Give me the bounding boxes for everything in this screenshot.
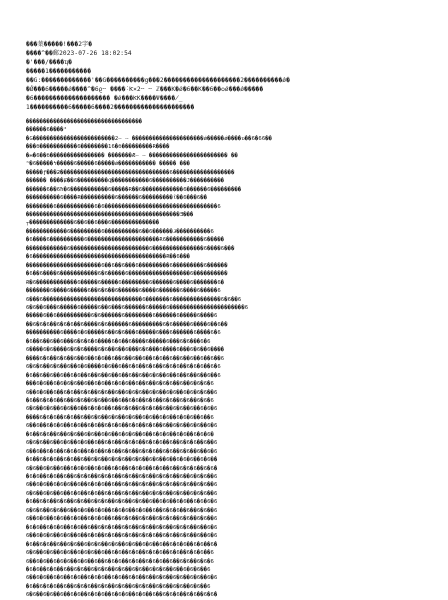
body-text-line: �����6��6����������6�6������6��������6������6�����6����6 [26, 313, 218, 320]
body-text-line: 6�6��6�6��6��6�6��6�6��6�6��6�6��6��6�6�6��6�6��6�6�6��6 [26, 490, 218, 497]
header-line: ����^��郵2023-07-26 18:02:54 [26, 50, 132, 57]
header-line: 1����������6�����6����2��������������������� [26, 104, 195, 111]
body-text-line: ������������6�����������������������6���������������6����6��� [26, 245, 235, 252]
body-text-line: 6���6�����������������������������6�������6��������������6�6��6 [26, 296, 242, 303]
body-text-line: �6��6�6��6�6��6�6��6�6�6��6�6��6�6��6��6�6��6�6��6�6�6�6 [26, 499, 218, 506]
body-text-line: ���б�����������6��������16�б���������Ɍ���� [26, 144, 170, 151]
body-text-line: 6�6��6�6��6�6��6�6�6��6��6�6��6�6��6�6�6��6�6��6�6�6��6 [26, 550, 214, 557]
body-text-line: �6��6�6�6��6�6��6��6�6��6�6�6��6�6��6�6��6��6�6�6��6�6�� [26, 457, 218, 464]
body-text-line: �6����6����������6���������������������Ɍ6�����������6����� [26, 237, 225, 244]
header-line: �Ǿ���6�����ǿ����^�6ϱ╌ ����˸Ƙ×2╌ ╌ ℤ���K�ǿ�6��K��6��꧐ǿ���ǿ����� [26, 86, 264, 93]
body-text-line: ����������6����6�6�����6��6�6���6�����6���6������6����6�6 [26, 330, 221, 337]
body-text-line: 6��6�6��6��6�6��6�6��6�6��6��6�6�6��6�6��6�6��6�6�6�6��6 [26, 389, 218, 396]
header-line: ��G:�������������'��G����������g���2��������������������2����������ǿ� [26, 77, 290, 84]
body-text-line: �6��6�6��6��6�6��6�6��6�6��6�6�6��6��6�6�6��6�6��6�6�6� [26, 431, 214, 438]
document-body [26, 118, 422, 600]
body-text-line: 6�6�6��6�6��6��6�6��6�6��6�6�6��6�6��6��6�6�6��6��6�6��6 [26, 507, 218, 514]
body-text-line: �6��6�6��6��6�6��6�6�6��6�6��6�6��6�6��6��6�6�6��6�6��6� [26, 541, 218, 548]
body-text-line: ����������6����Ɍ����������6������6���������ΐ��6���6�� [26, 195, 208, 202]
body-text-line: 6�6��6�6��6��6�6�6��6�6��6�6��6�6�6��6�6��6��6�6�6��6�6� [26, 465, 218, 472]
body-text-line: ���6�6��6�6�6�6��6��6�6��6�6�6��6��6��6�6�6��6��6�6�6�6 [26, 381, 214, 388]
body-text-line: �6�6��6�6��6��6�6�6��6�6�6��6�6��6�6��6�6�6��6��6�6�6��6 [26, 474, 218, 481]
body-text-line: ����6�6��6�6��6��6��6�6��6��6��6��6��6�6��6��6��6��6��6��6 [26, 355, 225, 362]
header-line: ���葉�����!���2字� [26, 41, 93, 48]
body-text-line: �ʜ�6��б���������������� �������Æ╌ ╌ ����������������������� �� [26, 152, 238, 159]
body-text-line: ┬�������������6��6��6���6�������������� [26, 220, 160, 227]
document-header [26, 40, 422, 112]
body-text-line: 6��6�6��6�6�6��6�6��6��6�6�6��6�6��6�6�6��6��6�6��6�6�6 [26, 558, 214, 565]
body-text-line: �6�6��6�6��6��6�6��6�6�6��6�6��6�6��6�6�6��6��6�6�6��6 [26, 567, 211, 574]
body-text-line: ������6��6ħ�6�����������6�����Ɍ��6������������6������6��������� [26, 186, 242, 193]
body-text-line: �6��6��6��6���6�6�6�6����6�6��6����6�����6���6�6���6�6 [26, 338, 211, 345]
body-text-line: ������������6���������6����������6��6������Ɉ����������6 [26, 228, 214, 235]
body-text-line: ����6�6�6��6�6��6��6�6��6�6��6�6��6�6��6�6��6�6�6��6��6 [26, 414, 214, 421]
body-text-line: 6����6�6����6�6�6����6�6��6��6���6�6���6����6���6�6��6���� [26, 347, 225, 354]
body-text-line: �6��6����6�����������6�6�����6������������������6���������� [26, 271, 228, 278]
body-text-line: 6�6�6��6��6�6��6�6��6��6�6��6�6�6��6�6�6��6��6�6�6��6��6 [26, 440, 218, 447]
body-text-line: �6��6��6��6��6�6��6��6��6��6��6��6��6�6��6��6��6��6��6��6 [26, 372, 221, 379]
body-text-line: ����������������������6��6��6���6���������6���������6������ [26, 262, 228, 269]
body-text-line: �G������������������������2╌ ╌ ���������������������ǿ�����ǿ����ʋ��6�66�� [26, 135, 273, 142]
body-text-line: 6�6��6���6�����6�����6��6���6������6�����6����������������������6 [26, 304, 249, 311]
body-text-line: ���������������������������������� [26, 119, 143, 125]
body-text-line: �6���������������������������������������Ɍ��6��� [26, 254, 191, 261]
body-text-line: �������6����6�����6��6�6��6������6����6������6����6�����6 [26, 288, 221, 295]
body-text-line: 6��6�6��6�6�6��6��6�6�6��6��6�6��6�6��6�6�6��6�6��6�6��6 [26, 482, 218, 489]
body-text-line: ʰ�6�����ϟ�����6�����6�����ǿ����������� ����� ��� [26, 161, 191, 168]
header-line: �����1����������� [26, 68, 92, 75]
header-line: �'���/����ҵ� [26, 59, 72, 66]
header-line: �6�������������������� �ǿ���ƘK����Ψ����̸̲ [26, 95, 183, 102]
body-text-line: ��������6�����������6�6���������������������������������6 [26, 203, 221, 210]
body-text-line: 6��6�6��6�6��6�6��6�6�6��6��6�6��6�6��6�6�6��6�6��6�6��6 [26, 516, 218, 523]
body-text-line: 6�6��6�6��6��6�6��6�6�6��6�6�6��6�6��6��6�6�6��6�6��6�6� [26, 592, 218, 599]
body-text-line: �6�6��6�6�6��6�6��6��6�6�6��6�6��6�6��6�6��6�6�6��6��6�6 [26, 524, 218, 531]
body-text-line: 6��6��6�6�6��6�6��6�6��6�6�6��6�6��6�6��6��6�6��6�6��6�6 [26, 423, 218, 430]
body-text-line: 6�6�6��6�6��6��6�6����6�6��6��6�6��6�6��6�6�6��6�6�6��6�6 [26, 364, 221, 371]
body-text-line: ������6����² [26, 127, 68, 134]
body-text-line: �����ƒ���ƻ��������������������������������6������������������ [26, 169, 235, 176]
body-text-line: 6��6�6�6��6�6��6��6�6��6�6��6�6��6�6�6��6�6��6�6��6��6�6 [26, 533, 218, 540]
body-text-line: ���������������������������������������������Ǝ��� [26, 211, 194, 218]
body-text-line: 6�6��6�6��6�6��6��6�6�6��6��6�6��6�6�6��6��6�6��6��6�6�6 [26, 406, 218, 413]
body-text-line: 6��6��6�6��6�6�6��6�6��6�6��6�6��6�6�6��6�6��6�6��6��6�6 [26, 448, 218, 455]
body-text-line: 6��6�6��6�6��6�6��6�6�6��6�6��6�6��6��6�6��6�6��6�6��6�6 [26, 575, 218, 582]
body-text-line: ��6�6�6��6�6�6��6����6�6������6���������6�6�����6����6��6�� [26, 321, 228, 328]
body-text-line: �6��6�6�6��6��6�6�6��6�6��6�6��6�6�6��6�6��6�6��6�6��6 [26, 583, 211, 590]
body-text-line: Ɍ�6������������6�����6�����6��������6������6����6�������6� [26, 279, 225, 286]
body-text-line: ������ ����Ɇ��6���������Ɋ�����������6����������J���������� [26, 178, 225, 185]
body-text-line: �6��6�6�6��6��6�6��6�6��6��6��6�6��6�6��6�6��6�6��6�6�6 [26, 397, 214, 404]
